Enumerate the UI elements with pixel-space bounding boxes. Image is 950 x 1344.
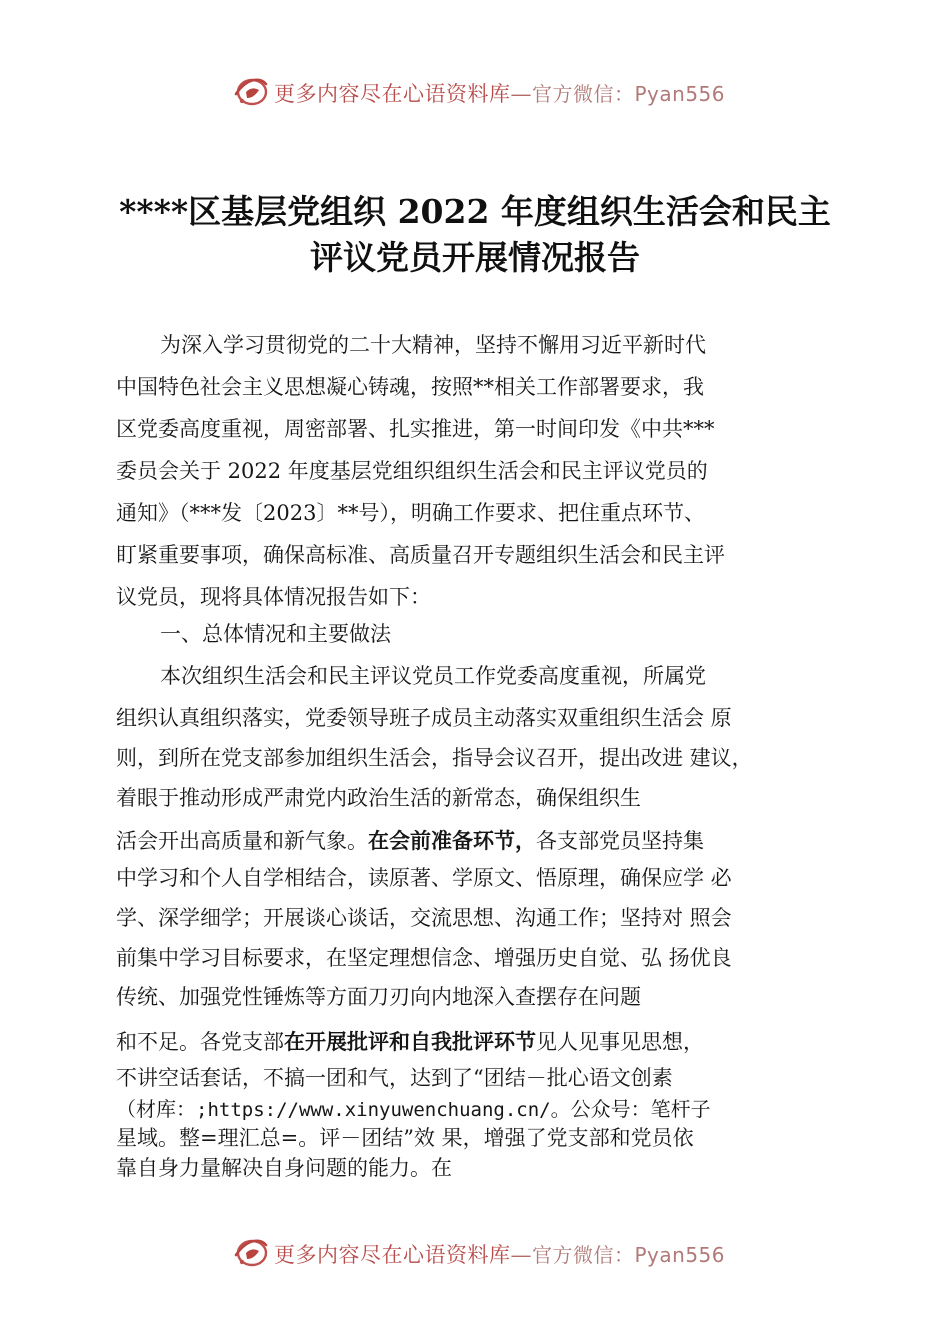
banner-text bbox=[274, 78, 725, 108]
body-text: 各支部党员坚持集 bbox=[536, 829, 704, 853]
banner-dash: — bbox=[510, 82, 532, 106]
banner-dash: — bbox=[510, 1243, 532, 1267]
body-line: 组织认真组织落实，党委领导班子成员主动落实双重组织生活会 原 bbox=[116, 706, 732, 730]
body-line: 中国特色社会主义思想凝心铸魂，按照**相关工作部署要求，我 bbox=[116, 375, 704, 399]
body-line: 通知》（***发〔2023〕**号），明确工作要求、把住重点环节、 bbox=[116, 501, 705, 525]
body-text: 活会开出高质量和新气象。 bbox=[116, 829, 368, 853]
body-line: 靠自身力量解决自身问题的能力。在 bbox=[116, 1156, 452, 1180]
bold-phrase: 在会前准备环节， bbox=[368, 829, 536, 853]
footer-banner bbox=[0, 1233, 950, 1273]
body-line: 委员会关于 2022 年度基层党组织组织生活会和民主评议党员的 bbox=[116, 459, 708, 483]
body-line: 本次组织生活会和民主评议党员工作党委高度重视，所属党 bbox=[160, 664, 706, 688]
url-text: ;https://www.xinyuwenchuang.cn/ bbox=[196, 1099, 551, 1121]
body-line: 则，到所在党支部参加组织生活会，指导会议召开，提出改进 建议， bbox=[116, 746, 753, 770]
body-line: 前集中学习目标要求，在坚定理想信念、增强历史自觉、弘 扬优良 bbox=[116, 946, 732, 970]
body-line: 传统、加强党性锤炼等方面刀刃向内地深入查摆存在问题 bbox=[116, 985, 641, 1009]
body-line: 中学习和个人自学相结合，读原著、学原文、悟原理，确保应学 必 bbox=[116, 866, 732, 890]
body-text: 和不足。各党支部 bbox=[116, 1030, 284, 1054]
body-line: 不讲空话套话，不搞一团和气，达到了“团结－批心语文创素 bbox=[116, 1066, 673, 1090]
bold-phrase: 在开展批评和自我批评环节 bbox=[284, 1030, 536, 1054]
banner-text bbox=[274, 1239, 725, 1269]
banner-wechat: 官方微信：Pyan556 bbox=[532, 1243, 726, 1267]
banner-main: 更多内容尽在心语资料库 bbox=[274, 1243, 511, 1267]
body-line bbox=[116, 827, 704, 855]
banner-wechat: 官方微信：Pyan556 bbox=[532, 82, 726, 106]
banner-main: 更多内容尽在心语资料库 bbox=[274, 82, 511, 106]
body-line: 议党员，现将具体情况报告如下： bbox=[116, 585, 431, 609]
body-line: 盯紧重要事项，确保高标准、高质量召开专题组织生活会和民主评 bbox=[116, 543, 725, 567]
body-line bbox=[116, 1095, 711, 1124]
doc-title-line-2: 评议党员开展情况报告 bbox=[310, 238, 640, 277]
doc-title-line-1: ****区基层党组织 2022 年度组织生活会和民主 bbox=[119, 192, 831, 231]
body-line: 学、深学细学；开展谈心谈话，交流思想、沟通工作；坚持对 照会 bbox=[116, 906, 732, 930]
body-text: 。公众号：笔杆子 bbox=[550, 1097, 711, 1121]
body-text: （材库： bbox=[116, 1097, 196, 1121]
body-text: 见人见事见思想， bbox=[536, 1030, 704, 1054]
xinyu-logo-icon bbox=[232, 1235, 270, 1269]
body-line bbox=[116, 1028, 704, 1056]
body-line: 为深入学习贯彻党的二十大精神，坚持不懈用习近平新时代 bbox=[160, 333, 706, 357]
section-heading: 一、总体情况和主要做法 bbox=[160, 622, 391, 646]
xinyu-logo-icon bbox=[232, 74, 270, 108]
header-banner bbox=[0, 72, 950, 112]
body-line: 着眼于推动形成严肃党内政治生活的新常态，确保组织生 bbox=[116, 786, 641, 810]
body-line: 区党委高度重视，周密部署、扎实推进，第一时间印发《中共*** bbox=[116, 417, 715, 441]
body-line: 星域。整=理汇总=。评－团结”效 果，增强了党支部和党员依 bbox=[116, 1126, 694, 1150]
